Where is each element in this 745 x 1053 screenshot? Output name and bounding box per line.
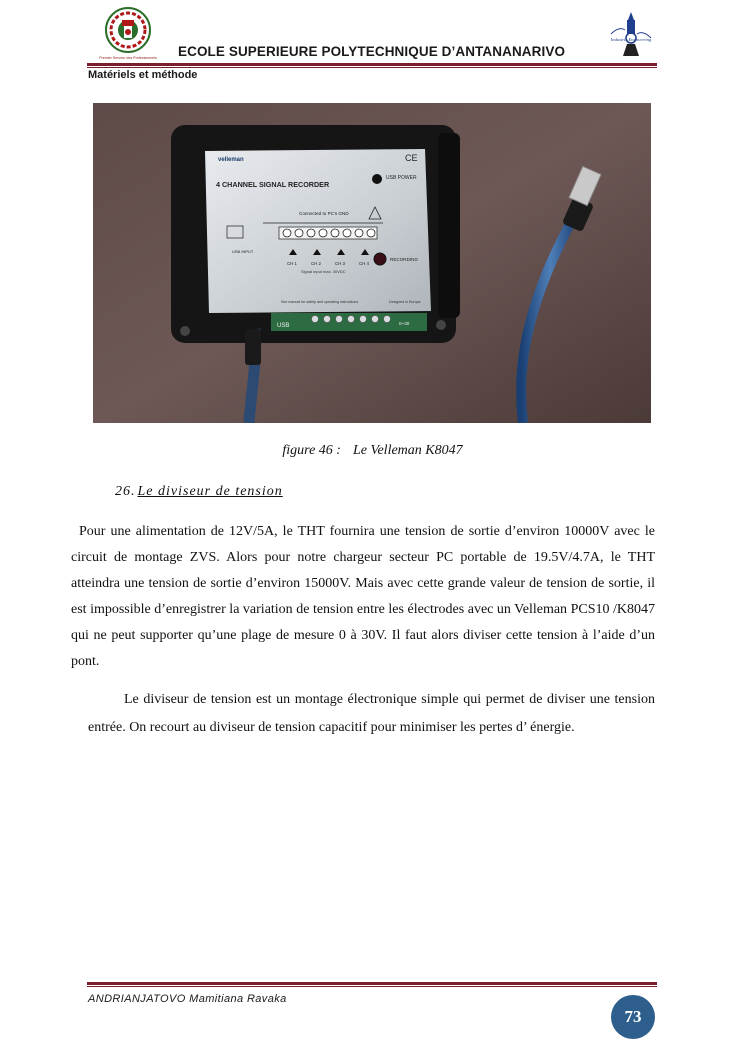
svg-text:Industrie Engineering: Industrie Engineering (610, 37, 652, 42)
svg-text:CH 4: CH 4 (359, 261, 370, 266)
svg-text:CE: CE (405, 153, 418, 163)
school-name: ECOLE SUPERIEURE POLYTECHNIQUE D’ANTANANARIVO (178, 44, 566, 59)
svg-text:Signal input max. 30VDC: Signal input max. 30VDC (301, 269, 346, 274)
svg-text:RECORDING: RECORDING (390, 257, 419, 262)
body-paragraph-2: Le diviseur de tension est un montage électronique simple qui permet de diviser une tension entrée. On recourt au diviseur de tension capacitif pour minimiser les pertes d’ énergie. (88, 692, 655, 735)
svg-text:4 CHANNEL SIGNAL RECORDER: 4 CHANNEL SIGNAL RECORDER (216, 180, 330, 189)
school-logo-left (97, 6, 159, 62)
svg-text:CH 1: CH 1 (287, 261, 298, 266)
svg-text:USB POWER: USB POWER (386, 175, 417, 181)
figure-caption (0, 443, 745, 459)
section-title: Le diviseur de tension (137, 484, 283, 499)
body-paragraph-1: Pour une alimentation de 12V/5A, le THT fournira une tension de sortie d’environ 10000V avec le circuit de montage ZVS. Alors pour notre chargeur secteur PC portable de 19.5V/4.7A, le THT atteindra une tension de sortie d’environ 15000V. Mais avec cette grande valeur de tension de sortie, il est impossible d’enregistrer la variation de tension entre les électrodes avec un Velleman PCS10 /K8047 qui ne peut supporter qu’une plage de mesure 0 à 30V. Il faut alors diviser cette tension à l’aide d’un pont. (71, 524, 655, 669)
svg-text:Premier Serveur des Profession: Premier Serveur des Professionnels (99, 56, 157, 60)
figure-number: figure 46 : (282, 443, 341, 458)
svg-text:Connected to PC's GND: Connected to PC's GND (299, 211, 349, 216)
svg-text:USB INPUT: USB INPUT (232, 249, 254, 254)
chapter-title: Matériels et méthode (88, 69, 198, 81)
svg-text:USB: USB (277, 323, 290, 329)
author-name: ANDRIANJATOVO Mamitiana Ravaka (88, 993, 287, 1005)
figure-title: Le Velleman K8047 (352, 443, 463, 458)
section-heading (115, 484, 283, 500)
header-rule (87, 63, 657, 66)
svg-text:See manual for safety and oper: See manual for safety and operating instructions (281, 300, 359, 304)
svg-text:0~30: 0~30 (399, 321, 410, 326)
svg-text:CH 3: CH 3 (335, 261, 346, 266)
page-number-badge: 73 (611, 995, 655, 1039)
svg-text:CH 2: CH 2 (311, 261, 322, 266)
engineering-logo-right (603, 8, 659, 64)
svg-text:velleman: velleman (218, 157, 244, 163)
velleman-k8047-photo (93, 103, 651, 423)
header-rule-thin (87, 67, 657, 68)
svg-text:Designed in Europe: Designed in Europe (389, 300, 421, 304)
footer-rule-thin (87, 986, 657, 987)
footer-rule (87, 982, 657, 985)
section-number: 26. (115, 484, 136, 499)
